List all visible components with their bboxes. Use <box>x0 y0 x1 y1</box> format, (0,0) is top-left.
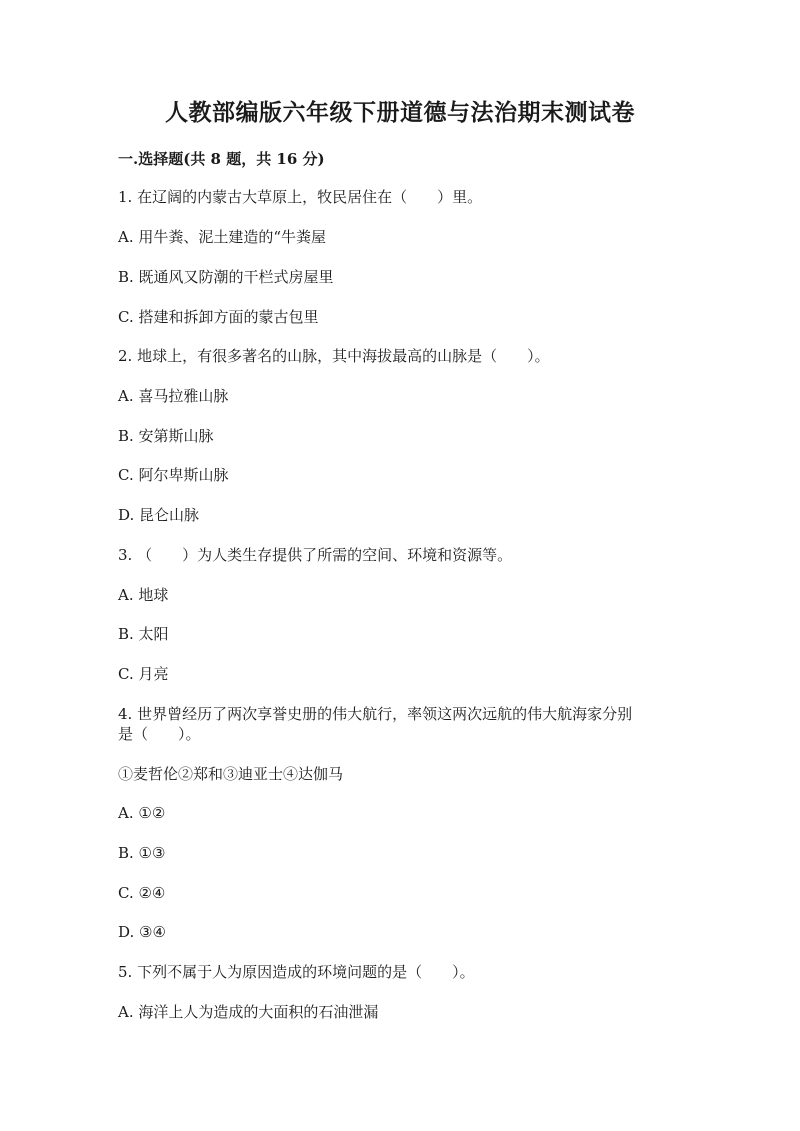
question-1-option-b: B. 既通风又防潮的干栏式房屋里 <box>118 268 334 286</box>
question-3-option-b: B. 太阳 <box>118 625 169 643</box>
question-2-stem: 2. 地球上，有很多著名的山脉，其中海拔最高的山脉是（ ）。 <box>118 347 550 365</box>
question-4-stem-line-2: 是（ ）。 <box>118 725 201 743</box>
question-4-option-b: B. ①③ <box>118 844 166 862</box>
question-3-stem: 3. （ ）为人类生存提供了所需的空间、环境和资源等。 <box>118 546 513 564</box>
section-heading: 一.选择题(共 8 题，共 16 分) <box>118 150 325 168</box>
page-title: 人教部编版六年级下册道德与法治期末测试卷 <box>165 99 635 126</box>
question-4-option-a: A. ①② <box>118 804 166 822</box>
question-4-option-d: D. ③④ <box>118 923 166 941</box>
question-1-option-c: C. 搭建和拆卸方面的蒙古包里 <box>118 308 319 326</box>
question-1-option-a: A. 用牛粪、泥土建造的“牛粪屋 <box>118 228 327 246</box>
question-4-note: ①麦哲伦②郑和③迪亚士④达伽马 <box>118 765 344 783</box>
question-2-option-c: C. 阿尔卑斯山脉 <box>118 466 229 484</box>
question-3-option-a: A. 地球 <box>118 586 169 604</box>
question-4-option-c: C. ②④ <box>118 884 166 902</box>
question-1-stem: 1. 在辽阔的内蒙古大草原上，牧民居住在（ ）里。 <box>118 188 483 206</box>
question-2-option-d: D. 昆仑山脉 <box>118 506 200 524</box>
question-5-option-a: A. 海洋上人为造成的大面积的石油泄漏 <box>118 1003 379 1021</box>
question-3-option-c: C. 月亮 <box>118 665 169 683</box>
question-2-option-a: A. 喜马拉雅山脉 <box>118 387 229 405</box>
question-5-stem: 5. 下列不属于人为原因造成的环境问题的是（ ）。 <box>118 963 475 981</box>
question-2-option-b: B. 安第斯山脉 <box>118 427 214 445</box>
question-4-stem-line-1: 4. 世界曾经历了两次享誉史册的伟大航行，率领这两次远航的伟大航海家分别 <box>118 705 633 723</box>
